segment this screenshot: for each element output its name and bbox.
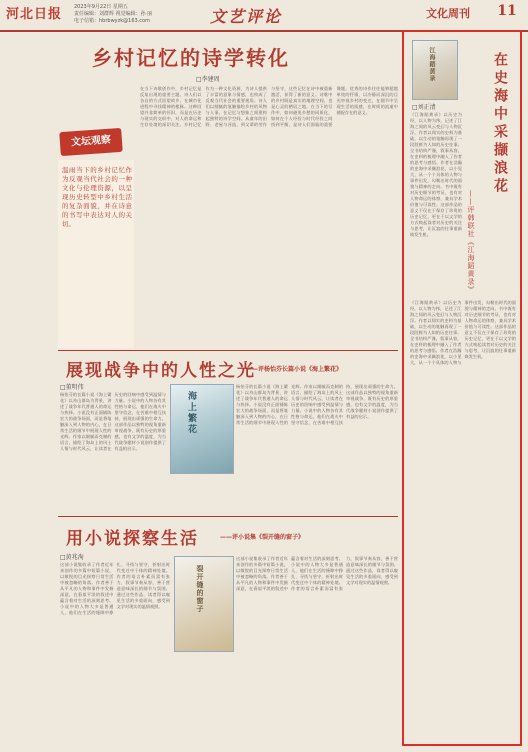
divider: [58, 516, 398, 517]
article2-byline: □董明伟: [60, 384, 84, 391]
newspaper-logo: 河北日报: [6, 7, 63, 22]
divider: [58, 350, 398, 351]
article1-byline: □李建周: [196, 76, 220, 83]
article1-body: 在当下诗歌创作中，乡村记忆是反复出现的重要主题。诗人们以各自的方式回望故乡，在城市化进程中寻找精神的根脉。这种回望并非简单的怀旧，而是在历史与现实的交织中，对人的命运和生存处境的深切关注。乡村记忆作为一种文化资源，为诗人提供了丰富的意象与情感，也构成了反观当代社会的重要视角。诗人们以细腻的笔触描绘乡村的风物与人事，在记忆与想象之间建构起独特的诗学空间。从童年的田野、老屋与河流，到父辈的劳作与坚守，这些记忆在诗中被重新激活，获得了新的意义。诗歌中的乡村既是真实的地理空间，也是心灵的栖居之地。在当下的写作中，如何避免乡愁的同质化，如何在个人经验与时代经验之间找到平衡，是诗人们面临的重要课题。优秀的诗作往往能够超越单纯的抒情，以冷静而深沉的目光审视乡村的变迁，在细节中呈现生活的质感，在时间的流逝中捕捉存在的意义。: [140, 86, 398, 127]
sidebar-byline: □刘正清: [412, 104, 436, 111]
page-number: 11: [497, 3, 517, 19]
issue-date: 2023年9月22日 星期五: [74, 4, 128, 10]
article2-headline: 展现战争中的人性之光: [66, 361, 256, 381]
pullquote-text: 温雨当下的乡村记忆作为反观当代社会的一种文化与伦理资源，以呈现历史转型中乡村生活的复杂面貌，并在诗意的书写中表达对人的关切。: [62, 166, 132, 228]
book-cover-jianghai: [412, 40, 458, 100]
issue-editors: 责任编辑：刘群辉 视觉编辑：孙 丽: [74, 11, 153, 17]
section-title: 文艺评论: [210, 7, 283, 26]
issue-email: 电子信箱：hbrbwyzk@163.com: [74, 18, 150, 24]
article2-body-left: 杨怡芬的长篇小说《海上繁花》以舟山群岛为背景，讲述了战争年代普通人的命运与抉择。小说没有正面铺陈宏大的战争场面，而是将笔触深入到人物的内心，在日常生活的细节中展现人性的光辉。作家以细腻而克制的语言，描绘了海岛上的风土人情与时代风云，让读者在历史的回响中感受到温情与力量。小说中的人物各有其性格与命运，他们在战火中坚守信念，在苦难中相互扶持，展现出顽强的生命力。这部作品以独特的视角重新审视战争，既有历史的厚重感，也有文学的温度，为当代战争题材小说创作提供了有益的启示。: [60, 392, 166, 451]
article3-byline: □黄兆洵: [60, 554, 84, 561]
book-cover-title: 裂开缝的窗子: [196, 565, 205, 613]
sidebar-headline: 在史海中采撷浪花: [492, 52, 508, 196]
article1-headline: 乡村记忆的诗学转化: [92, 46, 290, 70]
article2-subtitle: ——评杨怡芬长篇小说《海上繁花》: [246, 366, 343, 373]
book-cover-title: 江海蹈黄录: [428, 47, 435, 82]
book-cover-title: 海上繁花: [186, 391, 196, 435]
article3-headline: 用小说探察生活: [66, 529, 199, 549]
sidebar-body-top: 《江海蹈黄录》以历史为经，以人物为纬，记述了江海之间的风云变幻与人物沉浮。作者以翔实的史料为基础，以生动的笔触再现了一段段鲜为人知的历史往事。全书结构严谨，叙事从容，在史料的梳理中融入了作者的思考与感悟。作者在浩瀚的史海中采撷浪花，以小见大，从一个个具体的人物与事件出发，勾勒出时代的面貌与精神的走向。书中既有对历史细节的考证，也有对人物命运的体察，兼具学术价值与可读性。这部作品的意义不仅在于保存了珍贵的历史记忆，更在于以文学的方式唤起读者对历史的关注与思考，让沉寂的往事重新焕发生机。: [410, 112, 462, 237]
weekly-label: 文化周刊: [426, 7, 470, 20]
column-tag: 文坛观察: [59, 128, 123, 156]
article2-body-right: 杨怡芬的长篇小说《海上繁花》以舟山群岛为背景，讲述了战争年代普通人的命运与抉择。小说没有正面铺陈宏大的战争场面，而是将笔触深入到人物的内心，在日常生活的细节中展现人性的光辉。作家以细腻而克制的语言，描绘了海岛上的风土人情与时代风云，让读者在历史的回响中感受到温情与力量。小说中的人物各有其性格与命运，他们在战火中坚守信念，在苦难中相互扶持，展现出顽强的生命力。这部作品以独特的视角重新审视战争，既有历史的厚重感，也有文学的温度，为当代战争题材小说创作提供了有益的启示。: [236, 384, 398, 425]
article3-subtitle: ——评小说集《裂开缝的窗子》: [220, 534, 305, 541]
sidebar-subtitle: ——评韩联社《江海蹈黄录》: [467, 190, 475, 294]
book-cover-haishang: [170, 384, 234, 474]
sidebar-body: 《江海蹈黄录》以历史为经，以人物为纬，记述了江海之间的风云变幻与人物沉浮。作者以翔实的史料为基础，以生动的笔触再现了一段段鲜为人知的历史往事。全书结构严谨，叙事从容，在史料的梳理中融入了作者的思考与感悟。作者在浩瀚的史海中采撷浪花，以小见大，从一个个具体的人物与事件出发，勾勒出时代的面貌与精神的走向。书中既有对历史细节的考证，也有对人物命运的体察，兼具学术价值与可读性。这部作品的意义不仅在于保存了珍贵的历史记忆，更在于以文学的方式唤起读者对历史的关注与思考，让沉寂的往事重新焕发生机。: [410, 300, 516, 365]
article3-body-left: 这部小说集收录了作者近年来创作的多篇中短篇小说，以敏锐的目光探察日常生活中被忽略的角落。作者善于从平凡的人物和事件中发掘深意，在看似平淡的叙述中蕴含着对生活的深刻思考。小说中的人物大多是普通人，他们在生活的缝隙中挣扎、寻找与坚守，折射出时代变迁中个体的精神处境。作者的语言朴素而富有张力，叙事节奏从容，善于营造意味深长的细节与氛围。通过这些作品，读者得以窥见生活的多重面向，感受到文学对现实的温情观照。: [60, 562, 170, 615]
article3-body-right: 这部小说集收录了作者近年来创作的多篇中短篇小说，以敏锐的目光探察日常生活中被忽略的角落。作者善于从平凡的人物和事件中发掘深意，在看似平淡的叙述中蕴含着对生活的深刻思考。小说中的人物大多是普通人，他们在生活的缝隙中挣扎、寻找与坚守，折射出时代变迁中个体的精神处境。作者的语言朴素而富有张力，叙事节奏从容，善于营造意味深长的细节与氛围。通过这些作品，读者得以窥见生活的多重面向，感受到文学对现实的温情观照。: [236, 556, 398, 591]
issue-meta: [74, 4, 152, 25]
book-cover-liekai: [174, 556, 234, 652]
